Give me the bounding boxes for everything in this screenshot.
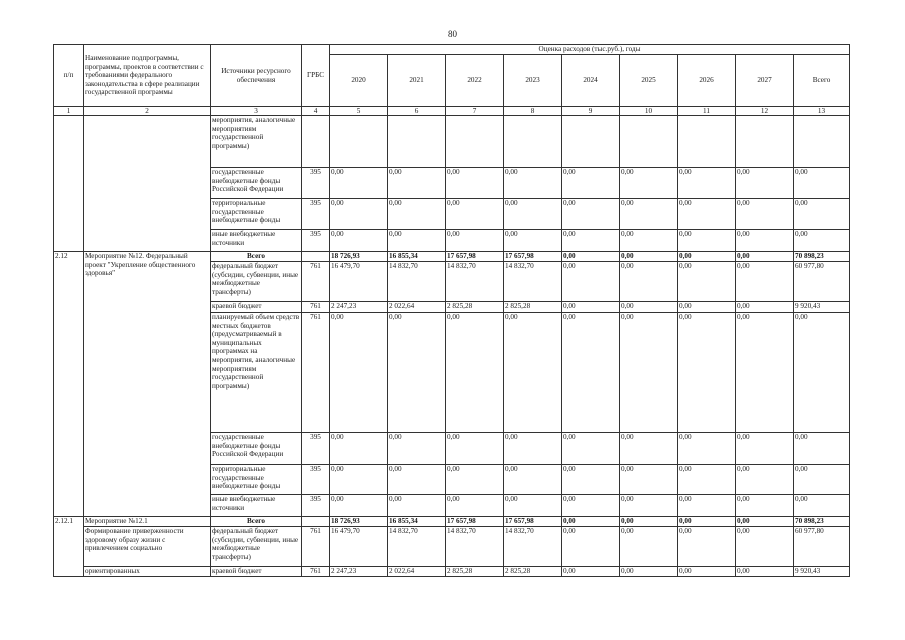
value-cell: 0,00 — [620, 302, 678, 313]
value-cell: 17 657,98 — [504, 517, 562, 527]
value-cell: 0,00 — [678, 199, 736, 230]
value-cell: 14 832,70 — [388, 527, 446, 567]
value-cell — [388, 116, 446, 168]
value-cell — [504, 116, 562, 168]
value-cell: 0,00 — [678, 567, 736, 577]
value-cell: 0,00 — [562, 313, 620, 433]
value-cell: 0,00 — [736, 465, 794, 495]
value-cell: 0,00 — [620, 433, 678, 465]
value-cell: 16 855,34 — [388, 252, 446, 262]
index-cell: 1 — [54, 107, 84, 116]
grbs-cell: 761 — [302, 567, 330, 577]
table-row — [54, 567, 850, 577]
source-cell: федеральный бюджет (субсидии, субвенции, иные межбюджетные трансферты) — [211, 527, 302, 567]
grbs-cell: 395 — [302, 495, 330, 517]
value-cell: 0,00 — [446, 230, 504, 252]
value-cell: 0,00 — [736, 313, 794, 433]
value-cell — [446, 116, 504, 168]
grbs-cell: 761 — [302, 302, 330, 313]
value-cell: 0,00 — [562, 465, 620, 495]
total-cell: 60 977,80 — [794, 262, 850, 302]
value-cell: 0,00 — [562, 433, 620, 465]
value-cell: 0,00 — [388, 168, 446, 199]
source-cell: планируемый объем средств местных бюджетов (предусматриваемый в муниципальных программах на мероприятия, аналогичные мероприятиям государственной программы) — [211, 313, 302, 433]
value-cell: 18 726,93 — [330, 252, 388, 262]
grbs-cell: 761 — [302, 527, 330, 567]
value-cell: 18 726,93 — [330, 517, 388, 527]
grbs-cell — [302, 116, 330, 168]
value-cell: 0,00 — [678, 517, 736, 527]
value-cell: 0,00 — [620, 527, 678, 567]
value-cell: 14 832,70 — [504, 527, 562, 567]
total-cell: 0,00 — [794, 168, 850, 199]
value-cell: 0,00 — [446, 433, 504, 465]
value-cell: 2 022,64 — [388, 302, 446, 313]
value-cell: 0,00 — [562, 168, 620, 199]
column-index-row — [54, 107, 850, 116]
value-cell: 0,00 — [504, 313, 562, 433]
value-cell: 0,00 — [330, 465, 388, 495]
row-name — [84, 116, 211, 252]
value-cell: 0,00 — [562, 252, 620, 262]
grbs-cell: 395 — [302, 168, 330, 199]
value-cell: 0,00 — [330, 313, 388, 433]
source-cell: территориальные государственные внебюджетные фонды — [211, 465, 302, 495]
page-number: 80 — [448, 29, 457, 39]
source-cell: мероприятия, аналогичные мероприятиям государственной программы) — [211, 116, 302, 168]
value-cell: 0,00 — [678, 252, 736, 262]
index-cell: 11 — [678, 107, 736, 116]
value-cell: 0,00 — [620, 252, 678, 262]
value-cell: 0,00 — [388, 230, 446, 252]
index-cell: 10 — [620, 107, 678, 116]
value-cell: 0,00 — [678, 527, 736, 567]
header-year: 2024 — [562, 55, 620, 107]
header-year: 2025 — [620, 55, 678, 107]
total-cell: 9 920,43 — [794, 567, 850, 577]
source-cell: краевой бюджет — [211, 302, 302, 313]
source-cell: иные внебюджетные источники — [211, 495, 302, 517]
total-cell: 0,00 — [794, 313, 850, 433]
value-cell: 2 825,28 — [446, 302, 504, 313]
value-cell: 0,00 — [678, 495, 736, 517]
value-cell: 0,00 — [330, 230, 388, 252]
value-cell: 0,00 — [678, 433, 736, 465]
value-cell: 0,00 — [620, 495, 678, 517]
value-cell: 0,00 — [736, 433, 794, 465]
value-cell: 0,00 — [446, 465, 504, 495]
value-cell: 0,00 — [678, 168, 736, 199]
value-cell: 0,00 — [562, 527, 620, 567]
value-cell: 0,00 — [736, 252, 794, 262]
value-cell: 2 825,28 — [504, 302, 562, 313]
value-cell: 0,00 — [562, 230, 620, 252]
grbs-cell: 395 — [302, 230, 330, 252]
row-name-continued: ориентированных — [84, 567, 211, 577]
index-cell: 7 — [446, 107, 504, 116]
value-cell: 0,00 — [504, 433, 562, 465]
row-name-continued: Формирование приверженности здоровому образу жизни с привлечением социально — [84, 527, 211, 567]
value-cell: 16 479,70 — [330, 262, 388, 302]
index-cell: 13 — [794, 107, 850, 116]
value-cell: 0,00 — [330, 495, 388, 517]
value-cell: 0,00 — [562, 199, 620, 230]
value-cell — [620, 116, 678, 168]
row-name: Мероприятие №12.1 — [84, 517, 211, 527]
value-cell: 0,00 — [562, 517, 620, 527]
header-year: 2020 — [330, 55, 388, 107]
row-name: Мероприятие №12. Федеральный проект "Укрепление общественного здоровья" — [84, 252, 211, 517]
total-cell: 70 898,23 — [794, 252, 850, 262]
expenditure-table — [53, 44, 850, 577]
value-cell: 2 247,23 — [330, 567, 388, 577]
value-cell: 0,00 — [388, 199, 446, 230]
source-cell: территориальные государственные внебюджетные фонды — [211, 199, 302, 230]
source-cell: Всего — [211, 252, 302, 262]
index-cell: 9 — [562, 107, 620, 116]
value-cell: 0,00 — [620, 199, 678, 230]
value-cell: 0,00 — [736, 495, 794, 517]
value-cell: 0,00 — [620, 517, 678, 527]
total-cell: 0,00 — [794, 199, 850, 230]
table-row — [54, 527, 850, 567]
value-cell: 0,00 — [388, 465, 446, 495]
value-cell: 0,00 — [620, 230, 678, 252]
header-num: п/п — [54, 45, 84, 107]
header-group-title: Оценка расходов (тыс.руб.), годы — [330, 45, 850, 55]
value-cell: 0,00 — [736, 262, 794, 302]
total-cell: 0,00 — [794, 433, 850, 465]
value-cell: 0,00 — [446, 199, 504, 230]
total-cell: 9 920,43 — [794, 302, 850, 313]
row-num — [54, 116, 84, 252]
index-cell: 3 — [211, 107, 302, 116]
value-cell — [330, 116, 388, 168]
grbs-cell: 395 — [302, 465, 330, 495]
value-cell: 0,00 — [330, 168, 388, 199]
value-cell: 0,00 — [388, 313, 446, 433]
source-cell: иные внебюджетные источники — [211, 230, 302, 252]
header-name: Наименование подпрограммы, программы, проектов в соответствии с требованиями федерального законодательства в сфере реализации государственной программы — [84, 45, 211, 107]
value-cell: 0,00 — [330, 199, 388, 230]
grbs-cell: 761 — [302, 262, 330, 302]
value-cell: 0,00 — [736, 517, 794, 527]
table-row — [54, 116, 850, 168]
value-cell: 0,00 — [736, 168, 794, 199]
grbs-cell: 395 — [302, 433, 330, 465]
index-cell: 8 — [504, 107, 562, 116]
grbs-cell: 395 — [302, 199, 330, 230]
value-cell — [678, 116, 736, 168]
value-cell: 16 479,70 — [330, 527, 388, 567]
row-num: 2.12 — [54, 252, 84, 517]
header-year: 2023 — [504, 55, 562, 107]
value-cell: 0,00 — [736, 230, 794, 252]
value-cell: 0,00 — [736, 567, 794, 577]
table-row — [54, 517, 850, 527]
value-cell: 0,00 — [678, 465, 736, 495]
value-cell: 0,00 — [504, 199, 562, 230]
value-cell — [736, 116, 794, 168]
source-cell: Всего — [211, 517, 302, 527]
grbs-cell — [302, 517, 330, 527]
value-cell: 0,00 — [620, 168, 678, 199]
value-cell: 2 247,23 — [330, 302, 388, 313]
header-grbs: ГРБС — [302, 45, 330, 107]
value-cell: 2 022,64 — [388, 567, 446, 577]
header-year: 2021 — [388, 55, 446, 107]
value-cell — [562, 116, 620, 168]
value-cell: 17 657,98 — [446, 517, 504, 527]
value-cell: 16 855,34 — [388, 517, 446, 527]
total-cell — [794, 116, 850, 168]
value-cell: 0,00 — [562, 302, 620, 313]
value-cell: 0,00 — [562, 262, 620, 302]
value-cell: 0,00 — [562, 495, 620, 517]
header-year: 2027 — [736, 55, 794, 107]
value-cell: 0,00 — [736, 302, 794, 313]
row-num: 2.12.1 — [54, 517, 84, 577]
value-cell: 0,00 — [446, 168, 504, 199]
value-cell: 0,00 — [388, 495, 446, 517]
value-cell: 0,00 — [678, 313, 736, 433]
header-source: Источники ресурсного обеспечения — [211, 45, 302, 107]
index-cell: 12 — [736, 107, 794, 116]
value-cell: 0,00 — [504, 168, 562, 199]
total-cell: 0,00 — [794, 495, 850, 517]
value-cell: 0,00 — [446, 495, 504, 517]
total-cell: 0,00 — [794, 465, 850, 495]
index-cell: 5 — [330, 107, 388, 116]
value-cell: 0,00 — [736, 527, 794, 567]
value-cell: 0,00 — [504, 495, 562, 517]
value-cell: 14 832,70 — [446, 262, 504, 302]
header-total: Всего — [794, 55, 850, 107]
source-cell: государственные внебюджетные фонды Российской Федерации — [211, 433, 302, 465]
source-cell: краевой бюджет — [211, 567, 302, 577]
value-cell: 0,00 — [330, 433, 388, 465]
value-cell: 14 832,70 — [388, 262, 446, 302]
value-cell: 0,00 — [504, 465, 562, 495]
header-year: 2022 — [446, 55, 504, 107]
value-cell: 0,00 — [446, 313, 504, 433]
header-year: 2026 — [678, 55, 736, 107]
source-cell: федеральный бюджет (субсидии, субвенции, иные межбюджетные трансферты) — [211, 262, 302, 302]
value-cell: 0,00 — [388, 433, 446, 465]
grbs-cell — [302, 252, 330, 262]
value-cell: 0,00 — [620, 313, 678, 433]
grbs-cell: 761 — [302, 313, 330, 433]
index-cell: 6 — [388, 107, 446, 116]
value-cell: 0,00 — [678, 262, 736, 302]
value-cell: 0,00 — [678, 302, 736, 313]
value-cell: 0,00 — [562, 567, 620, 577]
value-cell: 14 832,70 — [446, 527, 504, 567]
value-cell: 0,00 — [620, 262, 678, 302]
value-cell: 0,00 — [620, 465, 678, 495]
total-cell: 60 977,80 — [794, 527, 850, 567]
table-row — [54, 252, 850, 262]
value-cell: 0,00 — [620, 567, 678, 577]
value-cell: 0,00 — [504, 230, 562, 252]
value-cell: 0,00 — [736, 199, 794, 230]
total-cell: 0,00 — [794, 230, 850, 252]
value-cell: 17 657,98 — [446, 252, 504, 262]
index-cell: 4 — [302, 107, 330, 116]
value-cell: 17 657,98 — [504, 252, 562, 262]
total-cell: 70 898,23 — [794, 517, 850, 527]
source-cell: государственные внебюджетные фонды Российской Федерации — [211, 168, 302, 199]
value-cell: 0,00 — [678, 230, 736, 252]
index-cell: 2 — [84, 107, 211, 116]
value-cell: 14 832,70 — [504, 262, 562, 302]
value-cell: 2 825,28 — [504, 567, 562, 577]
value-cell: 2 825,28 — [446, 567, 504, 577]
